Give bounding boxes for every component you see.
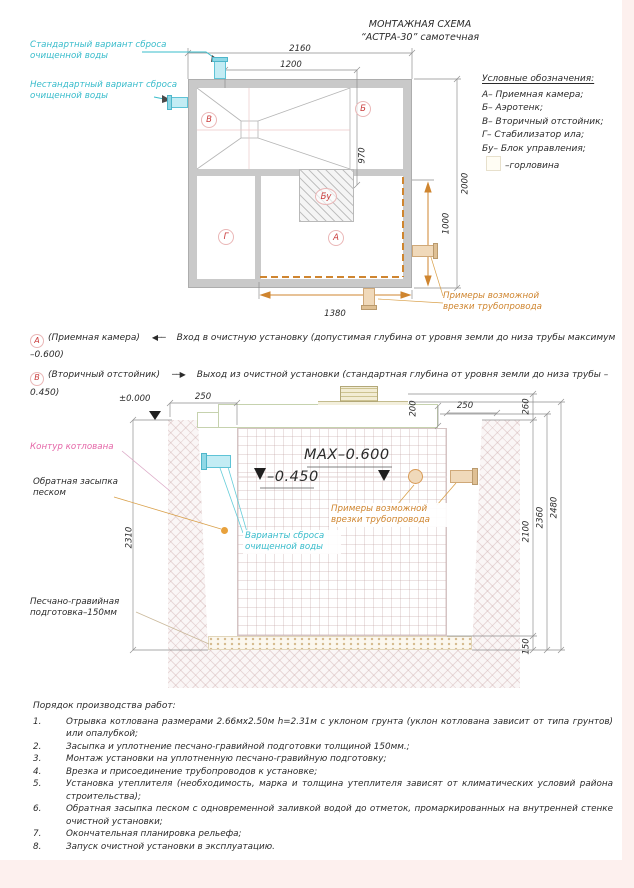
worklist-item — [33, 741, 613, 753]
worklist-title: Порядок производства работ: — [33, 701, 176, 711]
plan-marker-a: А — [328, 230, 344, 246]
worklist-item — [33, 841, 613, 853]
legend-neck-label: –горловина — [505, 161, 560, 171]
sheet-title-line1: МОНТАЖНАЯ СХЕМА — [368, 19, 472, 30]
legend-item: В– Вторичный отстойник; — [482, 116, 604, 127]
plan-marker-b: Б — [355, 101, 371, 117]
plan-dim-2000: 2000 — [460, 172, 471, 195]
plan-pipe-top — [214, 60, 226, 79]
note-marker-v: В — [30, 372, 44, 386]
section-pipe-outlet-cap — [201, 453, 207, 470]
worklist-item-text: Запуск очистной установки в эксплуатацию. — [66, 841, 275, 852]
worklist-item — [33, 803, 613, 828]
legend — [482, 73, 604, 174]
worklist-item-number: 1. — [33, 716, 42, 727]
section-discharge-note: Варианты сброса очищенной воды — [243, 530, 341, 554]
worklist-item-number: 7. — [33, 829, 42, 840]
section-dim-2100: 2100 — [521, 520, 532, 543]
note-a-text: Вход в очистную установку (допустимая глубина от уровня земли до низа трубы максимум –0.600) — [30, 333, 616, 361]
worklist-item — [33, 778, 613, 803]
section-dim-260: 260 — [521, 398, 532, 415]
worklist-item-text: Отрывка котлована размерами 2.66мх2.50м h=2.31м с уклоном грунта (уклон котлована зависит от типа грунтов) или опалубкой; — [66, 716, 613, 740]
note-v-text: Выход из очистной установки (стандартная глубина от уровня земли до низа трубы –0.450) — [30, 370, 609, 398]
section-pink-leader — [122, 451, 170, 491]
legend-item: Б– Аэротенк; — [482, 103, 543, 113]
plan-insertion-note: Примеры возможной врезки трубопровода — [443, 291, 542, 312]
plan-axis-lines — [197, 88, 350, 169]
note-v-label: (Вторичный отстойник) — [48, 370, 160, 381]
plan-dim-1000: 1000 — [441, 212, 452, 235]
plan-pipe-right-cap — [433, 243, 438, 259]
plan-marker-g: Г — [218, 229, 234, 245]
plan-marker-bu: Бу — [315, 188, 337, 205]
section-dim-2360: 2360 — [535, 506, 546, 529]
sheet-title-line2: “АСТРА-30” самотечная — [360, 31, 480, 43]
worklist-item-number: 2. — [33, 741, 42, 752]
section-dim-150: 150 — [521, 638, 532, 655]
note-inlet — [30, 331, 618, 363]
worklist-item-number: 6. — [33, 804, 42, 815]
worklist-item-text: Засыпка и уплотнение песчано-гравийной подготовки толщиной 150мм.; — [66, 741, 410, 752]
legend-item: А– Приемная камера; — [482, 89, 584, 100]
worklist-item-number: 8. — [33, 841, 42, 852]
section-dim-250-left: 250 — [194, 392, 212, 402]
worklist-item — [33, 828, 613, 840]
section-dim-250-right: 250 — [456, 401, 474, 411]
section-level-max: МАХ–0.600 — [304, 447, 390, 463]
worklist-item — [33, 716, 613, 741]
sheet-title — [310, 19, 530, 45]
label-nonstandard-discharge: Нестандартный вариант сброса очищенной воды — [30, 80, 178, 101]
legend-title: Условные обозначения: — [482, 74, 595, 84]
worklist-item-text: Монтаж установки на уплотненную песчано-гравийную подготовку; — [66, 754, 387, 765]
section-insertion-note: Примеры возможной врезки трубопровода — [329, 503, 453, 527]
note-marker-a: А — [30, 334, 44, 348]
section-pipe-cross-icon — [408, 469, 423, 484]
section-pipe-inlet-cap — [472, 468, 478, 485]
plan-pipe-top-cap — [212, 57, 228, 62]
plan-dim-1200: 1200 — [280, 60, 302, 70]
section-dim-200: 200 — [408, 400, 419, 417]
worklist-item-text: Установка утеплителя (необходимость, марка и толщина утеплителя зависят от климатических условий района строительства); — [66, 779, 613, 802]
plan-dim-1380: 1380 — [324, 309, 346, 319]
worklist-item — [33, 753, 613, 765]
worklist — [33, 700, 613, 853]
plan-dim-970: 970 — [357, 147, 368, 164]
worklist-item-text: Врезка и присоединение трубопроводов к установке; — [66, 766, 318, 777]
section-label-contour: Контур котлована — [30, 442, 114, 452]
section-label-bedding: Песчано-гравийная подготовка–150мм — [30, 597, 120, 618]
arrow-right-icon: ──▶ — [172, 370, 185, 380]
section-pipe-end-dot — [221, 527, 228, 534]
plan-pyramid-lines — [197, 88, 350, 169]
plan-dim-2160: 2160 — [289, 44, 311, 54]
arrow-left-icon: ◀── — [151, 333, 165, 342]
legend-item: Г– Стабилизатор ила; — [482, 130, 585, 140]
worklist-item — [33, 766, 613, 778]
worklist-item-number: 5. — [33, 779, 42, 790]
section-label-backfill: Обратная засыпка песком — [33, 477, 118, 498]
section-level-out: –0.450 — [267, 469, 319, 485]
neck-square-icon — [486, 156, 501, 171]
section-dim-2310: 2310 — [124, 526, 135, 549]
worklist-item-number: 3. — [33, 754, 42, 765]
legend-item: Бу– Блок управления; — [482, 143, 586, 154]
plan-marker-v: В — [201, 112, 217, 128]
worklist-item-text: Обратная засыпка песком с одновременной заливкой водой до отметок, промаркированных на внутренней стенке очистной установки; — [66, 804, 613, 827]
worklist-item-number: 4. — [33, 766, 42, 777]
section-level-zero: ±0.000 — [119, 394, 151, 404]
label-standard-discharge: Стандартный вариант сброса очищенной воды — [30, 40, 167, 61]
section-pipe-outlet — [204, 455, 231, 468]
section-dim-2480: 2480 — [549, 496, 560, 519]
note-a-label: (Приемная камера) — [48, 333, 140, 343]
legend-item-neck — [486, 156, 604, 174]
plan-orange-leaders — [378, 254, 443, 303]
worklist-item-text: Окончательная планировка рельефа; — [66, 829, 242, 840]
